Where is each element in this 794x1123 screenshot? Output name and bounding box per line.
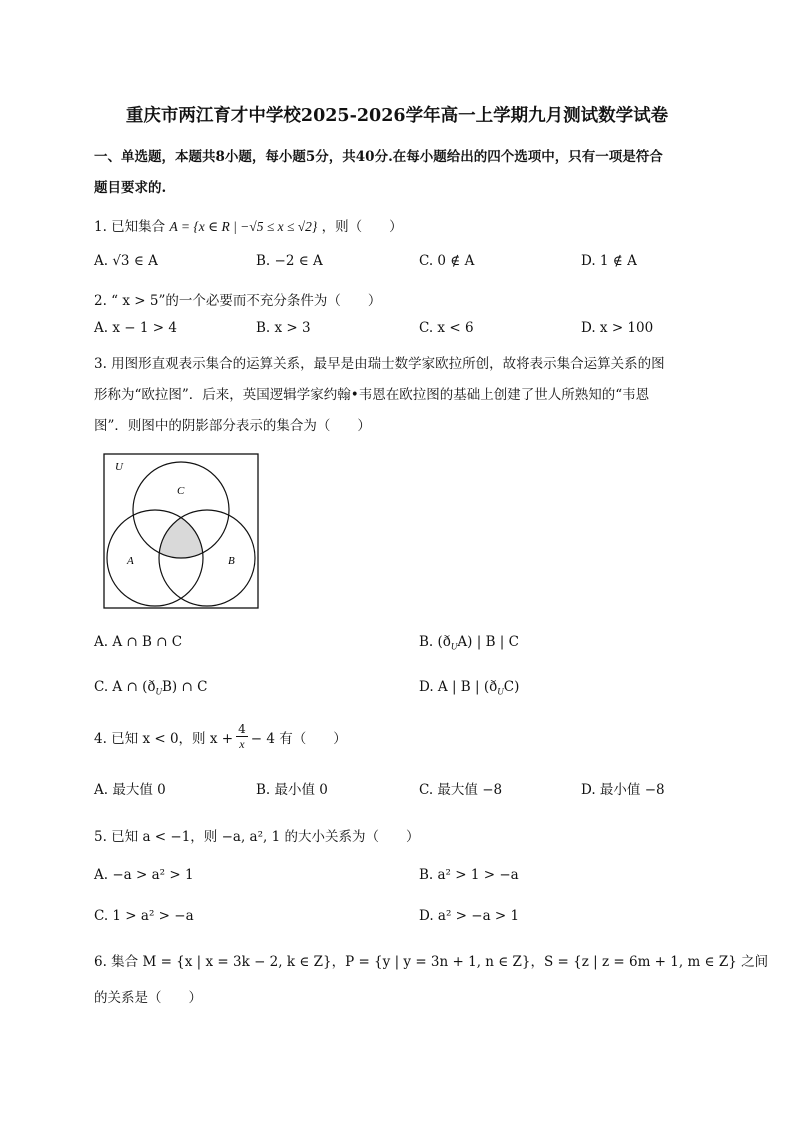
- question-4-post: − 4 有（ ）: [250, 730, 347, 747]
- question-3-line3: 图”．则图中的阴影部分表示的集合为（ ）: [94, 418, 371, 434]
- question-4-pre: 4. 已知 x < 0，则 x +: [94, 730, 234, 747]
- q5-option-c[interactable]: C. 1 > a² > −a: [94, 908, 194, 924]
- q3-option-b[interactable]: [419, 634, 519, 652]
- q4-option-d[interactable]: D. 最小值 −8: [581, 782, 665, 798]
- q3-option-d-part1: D. A | B | (: [419, 679, 490, 695]
- q4-option-b[interactable]: B. 最小值 0: [256, 782, 328, 798]
- label-b: B: [228, 555, 235, 567]
- fraction-denominator: x: [239, 737, 245, 751]
- q5-option-b[interactable]: B. a² > 1 > −a: [419, 867, 519, 883]
- q3-option-b-complement: ð: [442, 634, 451, 650]
- q4-option-c[interactable]: C. 最大值 −8: [419, 782, 503, 798]
- q1-option-d[interactable]: D. 1 ∉ A: [581, 253, 637, 269]
- q3-option-b-sub: U: [450, 641, 458, 652]
- question-6-line1: 6. 集合 M = {x | x = 3k − 2, k ∈ Z}，P = {y | y = 3n + 1, n ∈ Z}，S = {z | z = 6m + 1, m ∈ Z} 之间: [94, 954, 769, 970]
- exam-title: 重庆市两江育才中学校2025-2026学年高一上学期九月测试数学试卷: [125, 106, 669, 126]
- question-5-stem: 5. 已知 a < −1，则 −a, a², 1 的大小关系为（ ）: [94, 829, 420, 845]
- q2-option-b[interactable]: B. x > 3: [256, 320, 311, 336]
- question-6-line2: 的关系是（ ）: [94, 990, 202, 1006]
- section-heading-line2: 题目要求的.: [94, 180, 167, 196]
- q3-option-c-part1: C. A ∩ (: [94, 679, 148, 695]
- q3-option-b-part2: A) | B | C: [457, 634, 519, 650]
- question-1-set-expression: A = {x ∈ R | −√5 ≤ x ≤ √2}: [169, 219, 318, 234]
- section-heading-line1: 一、单选题，本题共8小题，每小题5分，共40分.在每小题给出的四个选项中，只有一项是符合: [94, 149, 663, 165]
- q3-option-d-part2: C): [503, 679, 520, 695]
- label-a: A: [127, 555, 134, 567]
- question-2-stem: 2. “ x > 5”的一个必要而不充分条件为（ ）: [94, 293, 382, 309]
- q3-option-c-sub: U: [155, 686, 162, 697]
- question-4-fraction: [236, 722, 248, 751]
- venn-diagram: [100, 450, 262, 612]
- question-1-tail: ，则（ ）: [321, 219, 403, 235]
- q2-option-a[interactable]: A. x − 1 > 4: [94, 320, 177, 336]
- question-1-stem: [94, 215, 403, 235]
- label-u: U: [115, 461, 123, 473]
- q3-option-b-part1: B. (: [419, 634, 443, 650]
- question-3-line1: 3. 用图形直观表示集合的运算关系，最早是由瑞士数学家欧拉所创，故将表示集合运算关系的图: [94, 356, 665, 372]
- q5-option-a[interactable]: A. −a > a² > 1: [94, 867, 194, 883]
- q2-option-c[interactable]: C. x < 6: [419, 320, 474, 336]
- question-3-line2: 形称为“欧拉图”．后来，英国逻辑学家约翰•韦恩在欧拉图的基础上创建了世人所熟知的“韦恩: [94, 387, 650, 403]
- q4-option-a[interactable]: A. 最大值 0: [94, 782, 166, 798]
- question-1-number: 1. 已知集合: [94, 219, 166, 235]
- q5-option-d[interactable]: D. a² > −a > 1: [419, 908, 520, 924]
- q1-option-a[interactable]: A. √3 ∈ A: [94, 253, 158, 269]
- q1-option-b[interactable]: B. −2 ∈ A: [256, 253, 323, 269]
- fraction-numerator: 4: [238, 722, 246, 736]
- q1-option-c[interactable]: C. 0 ∉ A: [419, 253, 475, 269]
- q3-option-c-complement: ð: [147, 679, 156, 695]
- q3-option-d[interactable]: [419, 679, 519, 697]
- q3-option-a[interactable]: A. A ∩ B ∩ C: [94, 634, 183, 650]
- q2-option-d[interactable]: D. x > 100: [581, 320, 654, 336]
- q3-option-d-complement: ð: [489, 679, 498, 695]
- q3-option-c[interactable]: [94, 679, 207, 697]
- question-4-stem: [94, 722, 347, 751]
- q3-option-c-part2: B) ∩ C: [161, 679, 208, 695]
- label-c: C: [177, 485, 185, 497]
- q3-option-d-sub: U: [497, 686, 504, 697]
